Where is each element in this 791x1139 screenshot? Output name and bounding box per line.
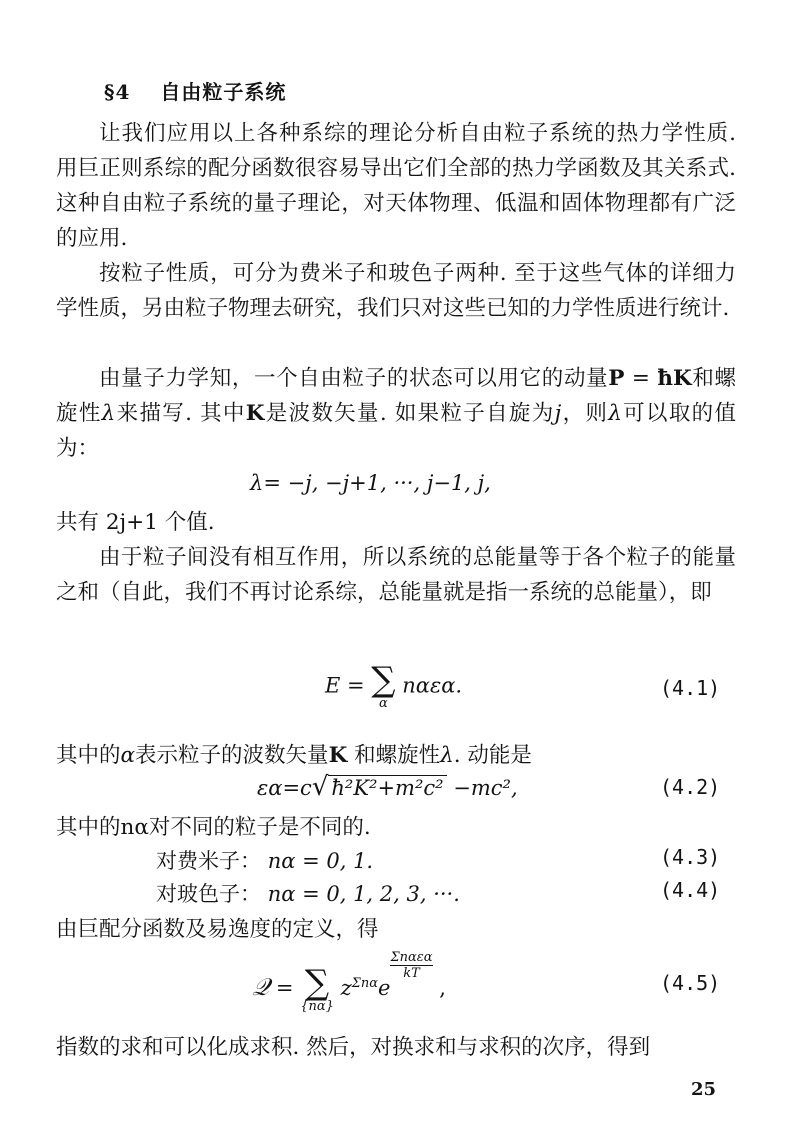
- equation-number-4-2: (4.2): [660, 775, 721, 799]
- equation-4-3: 对费米子： nα = 0, 1.: [156, 849, 374, 873]
- paragraph-particle-state: 由量子力学知，一个自由粒子的状态可以用它的动量P = ħK和螺旋性λ来描写. 其中K是波数矢量. 如果粒子自旋为j，则λ可以取的值为：: [56, 366, 736, 461]
- equation-4-4: 对玻色子： nα = 0, 1, 2, 3, ···.: [156, 882, 460, 906]
- equation-number-4-3: (4.3): [660, 845, 721, 869]
- equation-number-4-1: (4.1): [660, 676, 721, 700]
- paragraph-product: 指数的求和可以化成求积. 然后，对换求和与求积的次序，得到: [56, 1035, 651, 1060]
- paragraph-alpha: 其中的α表示粒子的波数矢量K 和螺旋性λ. 动能是: [56, 743, 532, 768]
- equation-number-4-5: (4.5): [660, 971, 721, 995]
- lambda-values-equation: λ= −j, −j+1, ···, j−1, j,: [250, 471, 491, 495]
- paragraph-intro: 让我们应用以上各种系综的理论分析自由粒子系统的热力学性质. 用巨正则系综的配分函数很容易导出它们全部的热力学函数及其关系式. 这种自由粒子系统的量子理论，对天体物理、低温和固体物理都有广泛的应用.: [56, 121, 736, 251]
- paragraph-count: 共有 2j+1 个值.: [56, 510, 215, 535]
- section-title: 自由粒子系统: [160, 80, 287, 104]
- equation-number-4-4: (4.4): [660, 878, 721, 902]
- paragraph-grand-partition: 由巨配分函数及易逸度的定义，得: [56, 917, 379, 942]
- paragraph-particle-types: 按粒子性质，可分为费米子和玻色子两种. 至于这些气体的详细力学性质，另由粒子物理去研究，我们只对这些已知的力学性质进行统计.: [56, 261, 736, 321]
- section-heading: [104, 76, 286, 105]
- equation-4-5: 𝒬 = ∑ {nα} $z^{\Sigma n\alpha}e$ Σnαεα kT ,: [252, 950, 446, 1014]
- page-number: 25: [691, 1079, 717, 1100]
- paragraph-total-energy: 由于粒子间没有相互作用，所以系统的总能量等于各个粒子的能量之和（自此，我们不再讨论系综，总能量就是指一系统的总能量），即: [56, 545, 736, 605]
- section-number: §4: [104, 80, 131, 104]
- equation-4-2: εα=c√ ħ²K²+m²c² −mc²,: [257, 772, 518, 802]
- paragraph-n-alpha: 其中的nα对不同的粒子是不同的.: [56, 815, 371, 840]
- equation-4-1: E = ∑ α nαεα.: [325, 660, 463, 711]
